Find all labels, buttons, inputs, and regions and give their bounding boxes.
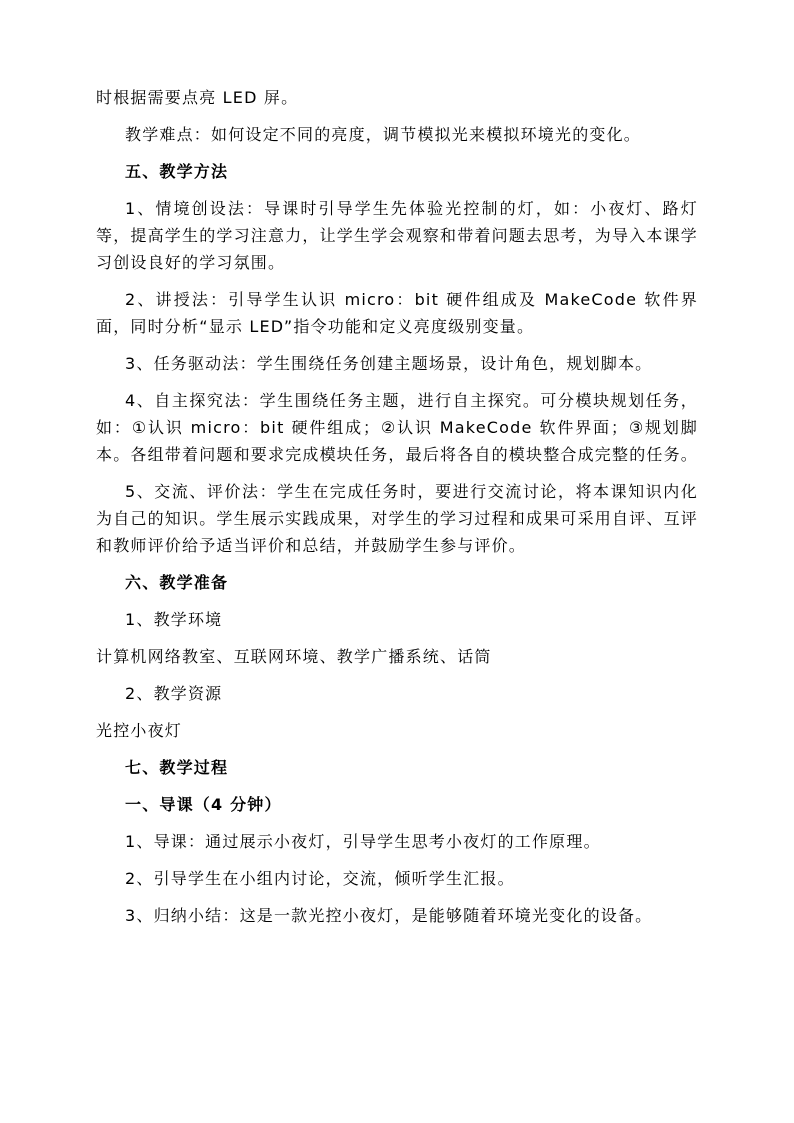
paragraph-method-3: 3、任务驱动法：学生围绕任务创建主题场景，设计角色，规划脚本。 [125,354,653,373]
paragraph-method-4: 4、自主探究法：学生围绕任务主题，进行自主探究。可分模块规划任务，如：①认识 micro：bit 硬件组成；②认识 MakeCode 软件界面；③规划脚本。各组带着问题和要求完成模块任务，最后将各自的模块整合成完整的任务。 [96,391,699,464]
paragraph-intro-1: 1、导课：通过展示小夜灯，引导学生思考小夜灯的工作原理。 [125,832,601,851]
heading-teaching-preparation: 六、教学准备 [125,573,229,592]
paragraph-method-2: 2、讲授法：引导学生认识 micro：bit 硬件组成及 MakeCode 软件界面，同时分析“显示 LED”指令功能和定义亮度级别变量。 [96,290,698,336]
paragraph-intro-3: 3、归纳小结：这是一款光控小夜灯，是能够随着环境光变化的设备。 [125,906,653,925]
paragraph-continuation: 时根据需要点亮 LED 屏。 [96,88,299,107]
paragraph-resource: 光控小夜灯 [96,721,183,740]
heading-teaching-process: 七、教学过程 [125,758,229,777]
paragraph-teaching-difficulty: 教学难点：如何设定不同的亮度，调节模拟光来模拟环境光的变化。 [125,125,642,144]
paragraph-env-title: 1、教学环境 [125,610,223,629]
heading-intro: 一、导课（4 分钟） [125,795,282,814]
heading-teaching-methods: 五、教学方法 [125,162,229,181]
paragraph-env: 计算机网络教室、互联网环境、教学广播系统、话筒 [96,647,492,666]
paragraph-intro-2: 2、引导学生在小组内讨论，交流，倾听学生汇报。 [125,869,515,888]
paragraph-resource-title: 2、教学资源 [125,684,223,703]
paragraph-method-5: 5、交流、评价法：学生在完成任务时，要进行交流讨论，将本课知识内化为自己的知识。学生展示实践成果，对学生的学习过程和成果可采用自评、互评和教师评价给予适当评价和总结，并鼓励学生参与评价。 [96,482,699,555]
paragraph-method-1: 1、情境创设法：导课时引导学生先体验光控制的灯，如：小夜灯、路灯等，提高学生的学习注意力，让学生学会观察和带着问题去思考，为导入本课学习创设良好的学习氛围。 [96,199,699,272]
